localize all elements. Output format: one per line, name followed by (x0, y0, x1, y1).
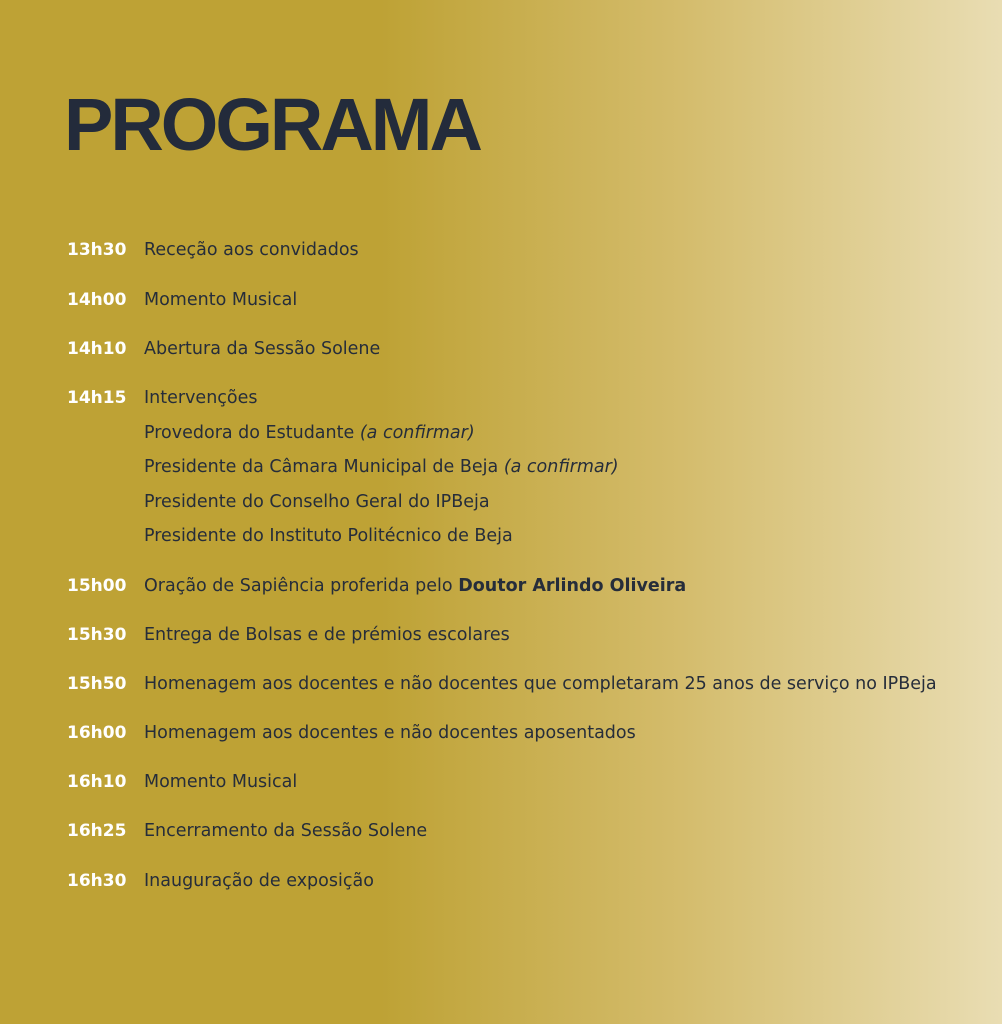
program-subitem-text: Provedora do Estudante (144, 423, 355, 443)
program-subitem (144, 421, 475, 445)
program-item-text: Homenagem aos docentes e não docentes aposentados (144, 723, 636, 743)
program-item-text-lead: Oração de Sapiência proferida pelo (144, 576, 453, 596)
program-subitem-text: Presidente do Instituto Politécnico de Beja (144, 526, 513, 546)
program-item-text (144, 574, 686, 598)
speaker-name: Doutor Arlindo Oliveira (458, 576, 687, 596)
program-item-time: 16h00 (67, 723, 127, 743)
program-item-text: Inauguração de exposição (144, 871, 374, 891)
program-subitem (144, 455, 619, 479)
program-subitem-text: Presidente do Conselho Geral do IPBeja (144, 492, 490, 512)
program-item-text: Entrega de Bolsas e de prémios escolares (144, 625, 510, 645)
program-item-text: Receção aos convidados (144, 240, 359, 260)
program-schedule (67, 0, 987, 1024)
program-item-time: 13h30 (67, 240, 127, 260)
program-item-time: 14h10 (67, 339, 127, 359)
program-item-text: Abertura da Sessão Solene (144, 339, 381, 359)
program-item-text: Intervenções (144, 388, 258, 408)
program-item-text: Homenagem aos docentes e não docentes que completaram 25 anos de serviço no IPBeja (144, 674, 937, 694)
program-item-time: 16h30 (67, 871, 127, 891)
program-item-time: 14h15 (67, 388, 127, 408)
program-item-time: 15h50 (67, 674, 127, 694)
program-item-text: Momento Musical (144, 290, 298, 310)
program-item-time: 14h00 (67, 290, 127, 310)
page-title: PROGRAMA (64, 83, 480, 166)
program-item-time: 16h10 (67, 772, 127, 792)
program-item-text: Encerramento da Sessão Solene (144, 821, 428, 841)
program-subitem (144, 524, 513, 548)
program-item-time: 15h00 (67, 576, 127, 596)
program-subitem-note: (a confirmar) (503, 457, 619, 477)
program-subitem (144, 490, 490, 514)
program-item-time: 16h25 (67, 821, 127, 841)
program-item-text: Momento Musical (144, 772, 298, 792)
program-subitem-text: Presidente da Câmara Municipal de Beja (144, 457, 499, 477)
program-item-time: 15h30 (67, 625, 127, 645)
program-subitem-note: (a confirmar) (359, 423, 475, 443)
